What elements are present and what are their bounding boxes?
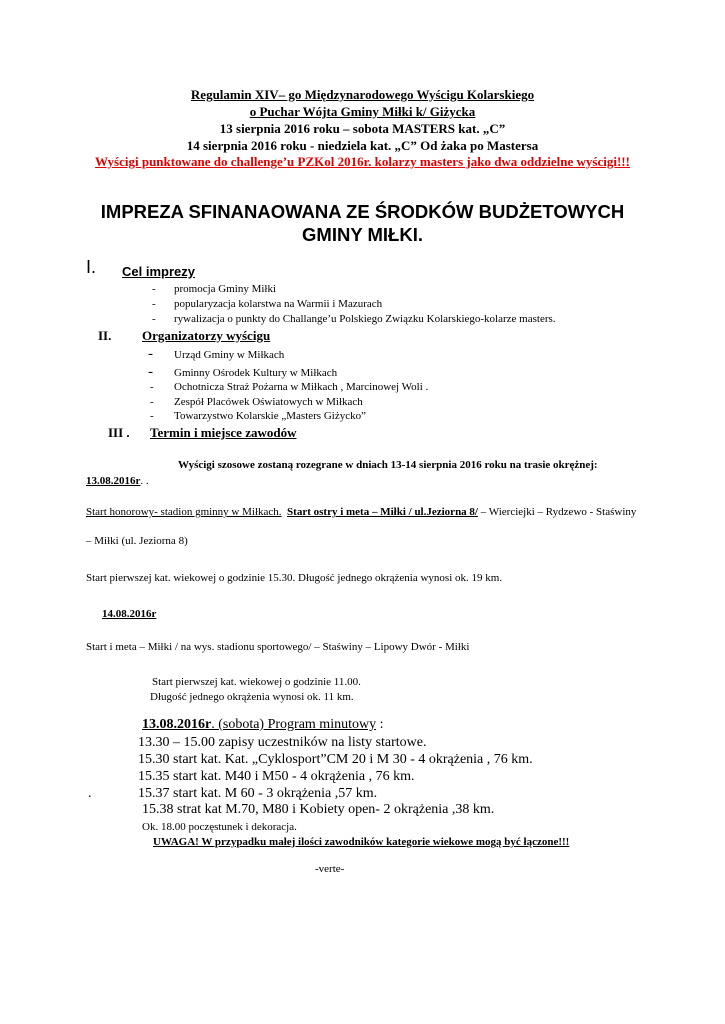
program-row: 13.30 – 15.00 zapisy uczestników na listy startowe.	[138, 735, 427, 750]
date-14-heading: 14.08.2016r	[102, 608, 157, 620]
stray-dot: .	[88, 786, 92, 801]
route-14: Start i meta – Miłki / na wys. stadionu sportowego/ – Staświny – Lipowy Dwór - Miłki	[86, 641, 470, 653]
ceremony: Ok. 18.00 poczęstunek i dekoracja.	[142, 821, 297, 833]
lap-length-14: Długość jednego okrążenia wynosi ok. 11 km.	[150, 691, 354, 703]
start-first-category-14: Start pierwszej kat. wiekowej o godzinie 11.00.	[152, 676, 361, 688]
list-item: - promocja Gminy Miłki	[152, 283, 277, 295]
section-1-heading: Cel imprezy	[122, 264, 195, 279]
program-row: 15.38 strat kat M.70, M80 i Kobiety open- 2 okrążenia ,38 km.	[142, 802, 495, 817]
list-item: - Zespół Placówek Oświatowych w Miłkach	[150, 396, 363, 408]
header-line-3: 13 sierpnia 2016 roku – sobota MASTERS kat. „C”	[219, 121, 506, 136]
section-2-number: II.	[98, 328, 112, 343]
program-heading: 13.08.2016r. (sobota) Program minutowy :	[142, 717, 384, 732]
section-2-heading: Organizatorzy wyścigu	[142, 328, 271, 343]
warning: UWAGA! W przypadku małej ilości zawodników kategorie wiekowe mogą być łączone!!!	[153, 836, 570, 848]
title-line-1: IMPREZA SFINANAOWANA ZE ŚRODKÓW BUDŻETOWYCH	[100, 201, 625, 222]
date-13-line: 13.08.2016r. .	[86, 475, 149, 487]
race-intro: Wyścigi szosowe zostaną rozegrane w dniach 13-14 sierpnia 2016 roku na trasie okrężnej:	[178, 459, 598, 471]
start-first-category-13: Start pierwszej kat. wiekowej o godzinie 15.30. Długość jednego okrążenia wynosi ok. 19 km.	[86, 572, 503, 584]
header-line-1: Regulamin XIV– go Międzynarodowego Wyścigu Kolarskiego	[190, 87, 535, 102]
section-1-number: I.	[86, 257, 97, 277]
list-item: - popularyzacja kolarstwa na Warmii i Mazurach	[152, 298, 383, 310]
title-line-2: GMINY MIŁKI.	[302, 224, 423, 245]
route-line-1: Start honorowy- stadion gminny w Miłkach. Start ostry i meta – Miłki / ul.Jeziorna 8/ – Wierciejki – Rydzewo - Staświny	[86, 506, 637, 518]
verte: -verte-	[315, 863, 345, 875]
list-item: - Ochotnicza Straż Pożarna w Miłkach , Marcinowej Woli .	[150, 381, 429, 393]
list-item: - Gminny Ośrodek Kultury w Miłkach	[148, 364, 338, 380]
list-item: - Towarzystwo Kolarskie „Masters Giżycko”	[150, 410, 366, 422]
program-row: 15.35 start kat. M40 i M50 - 4 okrążenia , 76 km.	[138, 769, 415, 784]
header-line-2: o Puchar Wójta Gminy Miłki k/ Giżycka	[249, 104, 476, 119]
program-row: 15.30 start kat. Kat. „Cyklosport”CM 20 i M 30 - 4 okrążenia , 76 km.	[138, 752, 533, 767]
route-line-2: – Miłki (ul. Jeziorna 8)	[86, 535, 188, 547]
section-3-number: III .	[108, 425, 130, 440]
header-line-4: 14 sierpnia 2016 roku - niedziela kat. „C” Od żaka po Mastersa	[186, 138, 539, 153]
program-row: 15.37 start kat. M 60 - 3 okrążenia ,57 km.	[138, 786, 378, 801]
header-line-5-red: Wyścigi punktowane do challenge’u PZKol 2016r. kolarzy masters jako dwa oddzielne wyścigi!!!	[95, 154, 630, 169]
list-item: - Urząd Gminy w Miłkach	[148, 346, 285, 362]
list-item: - rywalizacja o punkty do Challange’u Polskiego Związku Kolarskiego-kolarze masters.	[152, 313, 556, 325]
section-3-heading: Termin i miejsce zawodów	[150, 425, 297, 440]
